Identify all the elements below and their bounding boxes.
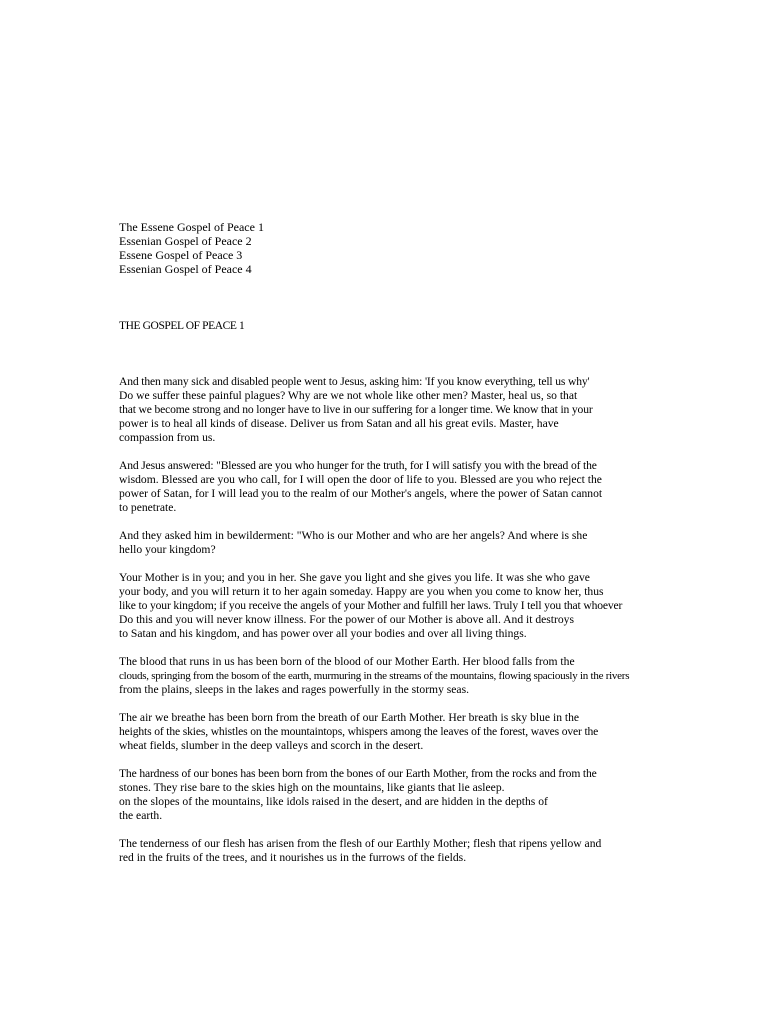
paragraph (119, 375, 719, 445)
paragraph (119, 837, 719, 865)
text-line: The blood that runs in us has been born of the blood of our Mother Earth. Her blood falls from the (119, 655, 575, 668)
text-line: to Satan and his kingdom, and has power over all your bodies and over all living things. (119, 627, 527, 640)
paragraph (119, 529, 719, 557)
text-line: the earth. (119, 809, 163, 822)
text-line: power is to heal all kinds of disease. Deliver us from Satan and all his great evils. Master, have (119, 417, 559, 430)
text-line: Do this and you will never know illness. For the power of our Mother is above all. And it destroys (119, 613, 574, 626)
paragraph (119, 571, 719, 641)
paragraph (119, 711, 719, 753)
text-line: clouds, springing from the bosom of the earth, murmuring in the streams of the mountains, flowing spaciously in the rivers (119, 670, 630, 682)
toc-item[interactable]: Essenian Gospel of Peace 2 (119, 234, 252, 248)
text-line: Do we suffer these painful plagues? Why are we not whole like other men? Master, heal us, so that (119, 389, 578, 402)
text-line: And then many sick and disabled people went to Jesus, asking him: 'If you know everything, tell us why' (119, 375, 590, 388)
text-line: from the plains, sleeps in the lakes and rages powerfully in the stormy seas. (119, 683, 469, 696)
paragraph (119, 459, 719, 515)
text-line: compassion from us. (119, 431, 216, 444)
text-line: The hardness of our bones has been born from the bones of our Earth Mother, from the rocks and from the (119, 767, 597, 780)
text-line: your body, and you will return it to her again someday. Happy are you when you come to know her, thus (119, 585, 604, 598)
toc-item[interactable]: Essene Gospel of Peace 3 (119, 248, 243, 262)
section-heading: THE GOSPEL OF PEACE 1 (119, 320, 245, 332)
toc-item[interactable]: The Essene Gospel of Peace 1 (119, 220, 264, 234)
text-line: wheat fields, slumber in the deep valleys and scorch in the desert. (119, 739, 424, 752)
text-line: And Jesus answered: "Blessed are you who hunger for the truth, for I will satisfy you with the bread of the (119, 459, 597, 472)
text-line: power of Satan, for I will lead you to the realm of our Mother's angels, where the power of Satan cannot (119, 487, 603, 500)
text-line: wisdom. Blessed are you who call, for I will open the door of life to you. Blessed are you who reject the (119, 473, 602, 486)
paragraph (119, 767, 719, 823)
paragraph (119, 655, 719, 697)
text-line: red in the fruits of the trees, and it nourishes us in the furrows of the fields. (119, 851, 467, 864)
text-line: on the slopes of the mountains, like idols raised in the desert, and are hidden in the depths of (119, 795, 548, 808)
text-line: to penetrate. (119, 501, 177, 514)
text-line: And they asked him in bewilderment: "Who is our Mother and who are her angels? And where is she (119, 529, 588, 542)
toc-item[interactable]: Essenian Gospel of Peace 4 (119, 262, 252, 276)
text-line: The tenderness of our flesh has arisen from the flesh of our Earthly Mother; flesh that ripens yellow and (119, 837, 602, 850)
text-line: that we become strong and no longer have to live in our suffering for a longer time. We know that in your (119, 403, 593, 416)
text-line: The air we breathe has been born from the breath of our Earth Mother. Her breath is sky blue in the (119, 711, 580, 724)
text-line: stones. They rise bare to the skies high on the mountains, like giants that lie asleep. (119, 781, 505, 794)
body-text (119, 375, 719, 879)
text-line: Your Mother is in you; and you in her. She gave you light and she gives you life. It was she who gave (119, 571, 590, 584)
text-line: hello your kingdom? (119, 543, 216, 556)
table-of-contents (119, 220, 264, 276)
text-line: heights of the skies, whistles on the mountaintops, whispers among the leaves of the forest, waves over the (119, 725, 599, 738)
text-line: like to your kingdom; if you receive the angels of your Mother and fulfill her laws. Truly I tell you that whoever (119, 599, 623, 612)
